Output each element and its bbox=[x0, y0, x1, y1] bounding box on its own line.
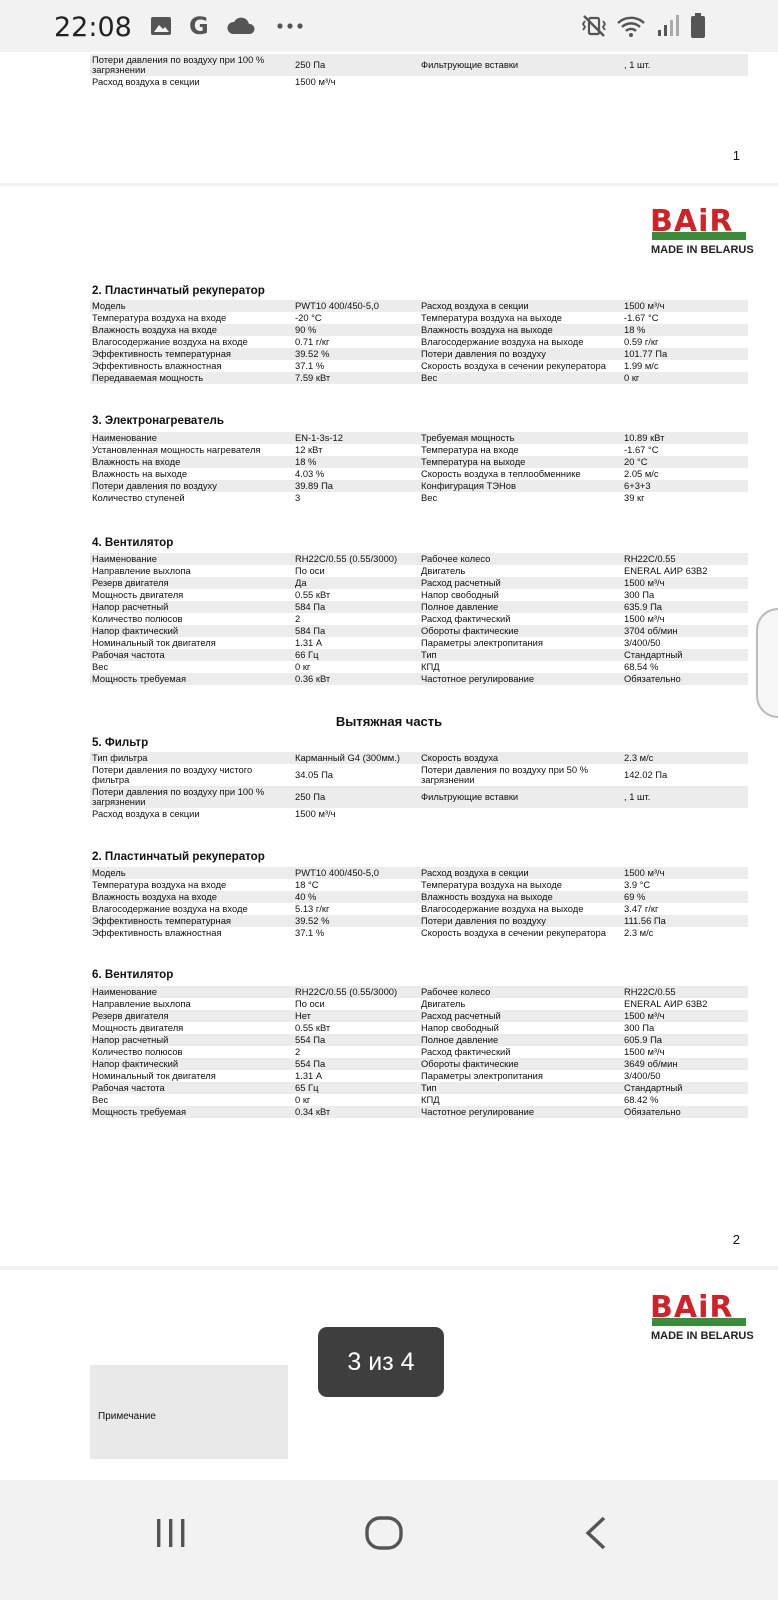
bair-logo bbox=[648, 202, 760, 262]
param-value: 101.77 Па bbox=[622, 348, 748, 360]
param-label: Расход воздуха в секции bbox=[419, 867, 622, 879]
param-value: RH22C/0.55 bbox=[622, 986, 748, 998]
param-label: Напор свободный bbox=[421, 589, 499, 600]
param-label: Требуемая мощность bbox=[419, 432, 622, 444]
param-label bbox=[419, 808, 622, 820]
table-row bbox=[90, 1094, 748, 1106]
table-row bbox=[90, 625, 748, 637]
param-label: Двигатель bbox=[421, 565, 466, 576]
table-row: Потери давления по воздуху при 100 % загрязнении 250 Па Фильтрующие вставки , 1 шт. bbox=[90, 54, 748, 76]
mute-vibrate-icon bbox=[580, 14, 608, 38]
param-label: Наименование bbox=[90, 553, 293, 565]
table-row bbox=[90, 764, 748, 786]
table-row bbox=[90, 1070, 748, 1082]
param-label: Направление выхлопа bbox=[92, 565, 191, 576]
param-label: Потери давления по воздуху чистого фильтра bbox=[92, 764, 253, 785]
param-value: 554 Па bbox=[293, 1034, 419, 1046]
param-value: PWT10 400/450-5,0 bbox=[293, 867, 419, 879]
table-row bbox=[90, 1034, 748, 1046]
param-value: 3.9 °C bbox=[624, 879, 651, 890]
param-label: Напор расчетный bbox=[90, 1034, 293, 1046]
param-label: Модель bbox=[90, 300, 293, 312]
param-value: 1.31 А bbox=[295, 637, 323, 648]
param-label: Направление выхлопа bbox=[92, 998, 191, 1009]
page-indicator: 3 из 4 bbox=[318, 1327, 444, 1397]
recent-apps-button[interactable] bbox=[154, 1516, 188, 1555]
param-value: 68.42 % bbox=[624, 1094, 659, 1105]
param-label: Влагосодержание воздуха на выходе bbox=[421, 903, 584, 914]
param-value: 18 % bbox=[622, 324, 748, 336]
fan-supply-table bbox=[90, 553, 748, 685]
table-row bbox=[90, 432, 748, 444]
param-label: Температура воздуха на входе bbox=[92, 312, 227, 323]
table-row bbox=[90, 613, 748, 625]
param-label: Вес bbox=[419, 372, 622, 384]
param-value: 0.55 кВт bbox=[295, 589, 331, 600]
table-row bbox=[90, 752, 748, 764]
home-icon bbox=[364, 1516, 404, 1550]
param-value: 39 кг bbox=[624, 492, 645, 503]
recent-apps-icon bbox=[154, 1516, 188, 1550]
param-value: 1500 м³/ч bbox=[622, 867, 748, 879]
section-title: 3. Электронагреватель bbox=[92, 414, 225, 427]
param-label: Количество полюсов bbox=[92, 613, 183, 624]
param-value: Обязательно bbox=[622, 673, 748, 685]
google-icon: G bbox=[189, 12, 209, 40]
param-value: 39.52 % bbox=[293, 915, 419, 927]
param-value: 3704 об/мин bbox=[622, 625, 748, 637]
param-label: Параметры электропитания bbox=[421, 1070, 543, 1081]
table-row bbox=[90, 360, 748, 372]
param-value: 40 % bbox=[293, 891, 419, 903]
param-value: 2.05 м/с bbox=[624, 468, 659, 479]
section-title: 2. Пластинчатый рекуператор bbox=[92, 850, 265, 863]
image-icon bbox=[150, 14, 172, 38]
table-row bbox=[90, 601, 748, 613]
param-label: Потери давления по воздуху bbox=[419, 915, 622, 927]
param-value: 39.89 Па bbox=[293, 480, 419, 492]
param-label: Двигатель bbox=[421, 998, 466, 1009]
table-row bbox=[90, 786, 748, 808]
document-page-2 bbox=[0, 186, 778, 1266]
param-value: 111.56 Па bbox=[622, 915, 748, 927]
param-value: 142.02 Па bbox=[624, 769, 668, 780]
param-value: Нет bbox=[293, 1010, 419, 1022]
param-value: 7.59 кВт bbox=[293, 372, 419, 384]
param-value: Стандартный bbox=[622, 649, 748, 661]
param-label: Количество полюсов bbox=[92, 1046, 183, 1057]
param-value: 1500 м³/ч bbox=[622, 300, 748, 312]
param-value: 554 Па bbox=[293, 1058, 419, 1070]
param-label: Мощность двигателя bbox=[92, 1022, 184, 1033]
param-label: Температура воздуха на выходе bbox=[421, 879, 563, 890]
table-row bbox=[90, 312, 748, 324]
param-label: Влагосодержание воздуха на входе bbox=[92, 903, 248, 914]
param-label: Влажность воздуха на входе bbox=[90, 891, 293, 903]
param-value: 37.1 % bbox=[295, 927, 325, 938]
table-row bbox=[90, 673, 748, 685]
logo-brand: BAiR bbox=[650, 1290, 734, 1325]
param-label: Потери давления по воздуху bbox=[90, 480, 293, 492]
param-label: Вес bbox=[92, 1094, 109, 1105]
param-label: Фильтрующие вставки bbox=[419, 786, 622, 808]
param-value: 69 % bbox=[622, 891, 748, 903]
param-value: 1500 м³/ч bbox=[622, 577, 748, 589]
table-row bbox=[90, 492, 748, 504]
param-label: Эффективность температурная bbox=[90, 348, 293, 360]
param-value: , 1 шт. bbox=[622, 786, 748, 808]
param-label: КПД bbox=[421, 661, 440, 672]
param-label: Полное давление bbox=[419, 601, 622, 613]
more-dots-icon bbox=[276, 14, 304, 38]
param-value: RH22C/0.55 bbox=[622, 553, 748, 565]
param-value: 1500 м³/ч bbox=[624, 1046, 665, 1057]
param-value: 0.36 кВт bbox=[293, 673, 419, 685]
navigation-bar bbox=[0, 1480, 778, 1600]
logo-brand: BAiR bbox=[650, 204, 734, 239]
param-value: 34.05 Па bbox=[295, 769, 334, 780]
signal-icon bbox=[656, 14, 680, 38]
param-label: Номинальный ток двигателя bbox=[92, 637, 216, 648]
param-value: 605.9 Па bbox=[622, 1034, 748, 1046]
table-row bbox=[90, 891, 748, 903]
param-value: 3.47 г/кг bbox=[624, 903, 659, 914]
param-value: 3/400/50 bbox=[624, 1070, 661, 1081]
param-label: Потери давления по воздуху при 100 % загрязнении bbox=[90, 786, 293, 808]
param-label: Мощность требуемая bbox=[90, 1106, 293, 1118]
table-row bbox=[90, 589, 748, 601]
param-value: 584 Па bbox=[293, 601, 419, 613]
note-label: Примечание bbox=[98, 1411, 156, 1422]
param-value: 1.99 м/с bbox=[624, 360, 659, 371]
param-value: 300 Па bbox=[624, 1022, 655, 1033]
param-value: ENERAL АИР 63В2 bbox=[624, 565, 708, 576]
home-button[interactable] bbox=[364, 1516, 404, 1555]
param-value: 5.13 г/кг bbox=[295, 903, 330, 914]
table-row: Расход воздуха в секции 1500 м³/ч bbox=[92, 76, 336, 87]
param-label: Рабочая частота bbox=[90, 649, 293, 661]
table-row bbox=[90, 553, 748, 565]
param-value: Стандартный bbox=[622, 1082, 748, 1094]
param-value: ENERAL АИР 63В2 bbox=[624, 998, 708, 1009]
param-label: Температура воздуха на выходе bbox=[421, 312, 563, 323]
fan-exhaust-table bbox=[90, 986, 748, 1118]
param-label: Потери давления по воздуху bbox=[419, 348, 622, 360]
param-label: Влагосодержание воздуха на входе bbox=[92, 336, 248, 347]
param-value: 65 Гц bbox=[293, 1082, 419, 1094]
table-row bbox=[90, 998, 748, 1010]
param-value: По оси bbox=[295, 565, 325, 576]
note-box bbox=[90, 1365, 288, 1459]
param-label: Полное давление bbox=[419, 1034, 622, 1046]
status-bar bbox=[0, 0, 778, 52]
param-value: 39.52 % bbox=[293, 348, 419, 360]
param-label: Мощность двигателя bbox=[92, 589, 184, 600]
param-value: 2 bbox=[295, 1046, 301, 1057]
param-value: 3649 об/мин bbox=[622, 1058, 748, 1070]
table-row bbox=[90, 903, 748, 915]
param-label: Напор расчетный bbox=[90, 601, 293, 613]
table-row bbox=[90, 480, 748, 492]
param-value: 1.31 А bbox=[295, 1070, 323, 1081]
param-label: Температура воздуха на входе bbox=[92, 879, 227, 890]
scroll-handle[interactable] bbox=[756, 608, 778, 718]
table-row bbox=[90, 577, 748, 589]
param-label: Эффективность влажностная bbox=[92, 927, 222, 938]
table-row bbox=[90, 1010, 748, 1022]
table-row bbox=[90, 1046, 748, 1058]
param-value: -20 °C bbox=[295, 312, 322, 323]
table-row bbox=[90, 336, 748, 348]
clock: 22:08 bbox=[54, 12, 132, 43]
param-label: Скорость воздуха bbox=[419, 752, 622, 764]
param-value: 1500 м³/ч bbox=[295, 808, 336, 819]
table-row bbox=[90, 468, 748, 480]
param-value: 1500 м³/ч bbox=[624, 613, 665, 624]
param-value: 2.3 м/с bbox=[624, 927, 654, 938]
param-label: Частотное регулирование bbox=[419, 673, 622, 685]
param-label: Передаваемая мощность bbox=[90, 372, 293, 384]
param-value: Карманный G4 (300мм.) bbox=[293, 752, 419, 764]
param-label: Расход фактический bbox=[421, 1046, 511, 1057]
param-label: Эффективность температурная bbox=[90, 915, 293, 927]
param-label: Тип фильтра bbox=[90, 752, 293, 764]
param-label: Тип bbox=[419, 1082, 622, 1094]
table-row bbox=[90, 1082, 748, 1094]
param-label: Влажность на входе bbox=[90, 456, 293, 468]
param-label: Номинальный ток двигателя bbox=[92, 1070, 216, 1081]
table-row bbox=[90, 348, 748, 360]
param-label: Расход воздуха в секции bbox=[92, 808, 200, 819]
param-value: 0.71 г/кг bbox=[295, 336, 330, 347]
table-row bbox=[90, 565, 748, 577]
param-label: Мощность требуемая bbox=[90, 673, 293, 685]
table-row bbox=[90, 300, 748, 312]
param-value: 4.03 % bbox=[295, 468, 325, 479]
page-number: 2 bbox=[732, 1232, 740, 1247]
param-label: Рабочая частота bbox=[90, 1082, 293, 1094]
param-label: Резерв двигателя bbox=[90, 1010, 293, 1022]
heater-table bbox=[90, 432, 748, 504]
param-value: 68.54 % bbox=[624, 661, 659, 672]
param-value: Обязательно bbox=[622, 1106, 748, 1118]
table-row bbox=[90, 879, 748, 891]
param-label: Рабочее колесо bbox=[419, 553, 622, 565]
param-value: 2.3 м/с bbox=[622, 752, 748, 764]
logo-tagline: MADE IN BELARUS bbox=[651, 244, 754, 256]
param-value: 0 кг bbox=[622, 372, 748, 384]
table-row bbox=[90, 986, 748, 998]
table-row bbox=[90, 1106, 748, 1118]
param-label: Расход воздуха в секции bbox=[419, 300, 622, 312]
param-label: Потери давления по воздуху при 50 % загрязнении bbox=[421, 764, 589, 785]
param-label: КПД bbox=[421, 1094, 440, 1105]
wifi-icon bbox=[616, 14, 646, 38]
param-value: 300 Па bbox=[624, 589, 655, 600]
table-row bbox=[90, 661, 748, 673]
param-value: 0.34 кВт bbox=[293, 1106, 419, 1118]
param-value: EN-1-3s-12 bbox=[293, 432, 419, 444]
table-row bbox=[90, 867, 748, 879]
param-value: 12 кВт bbox=[295, 444, 323, 455]
param-value: 2 bbox=[295, 613, 301, 624]
param-value: 66 Гц bbox=[293, 649, 419, 661]
table-row bbox=[90, 444, 748, 456]
param-value: 90 % bbox=[293, 324, 419, 336]
param-value: 250 Па bbox=[293, 786, 419, 808]
back-icon bbox=[584, 1516, 608, 1550]
bair-logo bbox=[648, 1288, 760, 1348]
param-label: Частотное регулирование bbox=[419, 1106, 622, 1118]
param-label: Установленная мощность нагревателя bbox=[92, 444, 261, 455]
table-row bbox=[90, 637, 748, 649]
param-value bbox=[622, 808, 748, 820]
param-label: Резерв двигателя bbox=[90, 577, 293, 589]
param-label: Вес bbox=[92, 661, 109, 672]
param-value: 635.9 Па bbox=[622, 601, 748, 613]
recuperator-supply-table bbox=[90, 300, 748, 384]
param-label: Влагосодержание воздуха на выходе bbox=[421, 336, 584, 347]
param-value: 0.59 г/кг bbox=[624, 336, 659, 347]
param-label: Напор свободный bbox=[421, 1022, 499, 1033]
exhaust-title: Вытяжная часть bbox=[335, 714, 443, 729]
param-label: Влажность воздуха на входе bbox=[90, 324, 293, 336]
param-label: Обороты фактические bbox=[419, 625, 622, 637]
param-label: Напор фактический bbox=[90, 1058, 293, 1070]
param-label: Расход расчетный bbox=[419, 1010, 622, 1022]
param-label: Влажность на выходе bbox=[92, 468, 188, 479]
param-label: Эффективность влажностная bbox=[92, 360, 222, 371]
table-row bbox=[90, 649, 748, 661]
param-value: 3/400/50 bbox=[624, 637, 661, 648]
param-label: Наименование bbox=[90, 986, 293, 998]
document-page-1 bbox=[0, 52, 778, 183]
param-label: Скорость воздуха в теплообменнике bbox=[421, 468, 581, 479]
param-label: Влажность воздуха на выходе bbox=[419, 891, 622, 903]
param-value: -1.67 °C bbox=[624, 444, 659, 455]
param-value: 20 °C bbox=[622, 456, 748, 468]
table-row bbox=[90, 927, 748, 939]
param-label: Температура на входе bbox=[421, 444, 519, 455]
section-title: 2. Пластинчатый рекуператор bbox=[92, 284, 265, 297]
recuperator-exhaust-table bbox=[90, 867, 748, 939]
param-label: Тип bbox=[419, 649, 622, 661]
table-row bbox=[90, 1022, 748, 1034]
table-row bbox=[90, 808, 748, 820]
param-value: 18 % bbox=[293, 456, 419, 468]
param-value: RH22C/0.55 (0.55/3000) bbox=[293, 986, 419, 998]
param-value: 584 Па bbox=[293, 625, 419, 637]
param-label: Количество ступеней bbox=[92, 492, 185, 503]
table-row bbox=[90, 324, 748, 336]
param-value: 3 bbox=[295, 492, 301, 503]
param-label: Напор фактический bbox=[90, 625, 293, 637]
filter-table bbox=[90, 752, 748, 820]
param-label: Модель bbox=[90, 867, 293, 879]
param-value: -1.67 °C bbox=[624, 312, 659, 323]
param-value: RH22C/0.55 (0.55/3000) bbox=[293, 553, 419, 565]
section-title: 5. Фильтр bbox=[92, 736, 149, 749]
param-value: По оси bbox=[295, 998, 325, 1009]
cloud-icon bbox=[226, 14, 256, 38]
filter-table-page1 bbox=[90, 54, 748, 88]
back-button[interactable] bbox=[584, 1516, 608, 1555]
param-value: 18 °C bbox=[295, 879, 319, 890]
param-label: Скорость воздуха в сечении рекуператора bbox=[421, 360, 606, 371]
param-value: PWT10 400/450-5,0 bbox=[293, 300, 419, 312]
param-label: Скорость воздуха в сечении рекуператора bbox=[421, 927, 606, 938]
param-label: Расход расчетный bbox=[419, 577, 622, 589]
section-title: 6. Вентилятор bbox=[92, 968, 174, 981]
logo-tagline: MADE IN BELARUS bbox=[651, 1330, 754, 1342]
param-value: 37.1 % bbox=[295, 360, 325, 371]
param-label: Рабочее колесо bbox=[419, 986, 622, 998]
param-label: Влажность воздуха на выходе bbox=[419, 324, 622, 336]
battery-icon bbox=[690, 14, 706, 38]
param-value: 6+3+3 bbox=[622, 480, 748, 492]
page-number: 1 bbox=[732, 148, 740, 163]
param-label: Обороты фактические bbox=[419, 1058, 622, 1070]
param-value: Да bbox=[293, 577, 419, 589]
param-label: Параметры электропитания bbox=[421, 637, 543, 648]
table-row bbox=[90, 1058, 748, 1070]
param-label: Расход фактический bbox=[421, 613, 511, 624]
param-value: 0 кг bbox=[295, 1094, 311, 1105]
section-title: 4. Вентилятор bbox=[92, 536, 174, 549]
param-label: Наименование bbox=[90, 432, 293, 444]
param-label: Конфигурация ТЭНов bbox=[419, 480, 622, 492]
param-label: Вес bbox=[421, 492, 438, 503]
param-value: 0.55 кВт bbox=[295, 1022, 331, 1033]
table-row bbox=[90, 915, 748, 927]
param-value: 0 кг bbox=[295, 661, 311, 672]
param-label: Температура на выходе bbox=[419, 456, 622, 468]
table-row bbox=[90, 456, 748, 468]
table-row bbox=[90, 372, 748, 384]
param-value: 10.89 кВт bbox=[622, 432, 748, 444]
param-value: 1500 м³/ч bbox=[622, 1010, 748, 1022]
